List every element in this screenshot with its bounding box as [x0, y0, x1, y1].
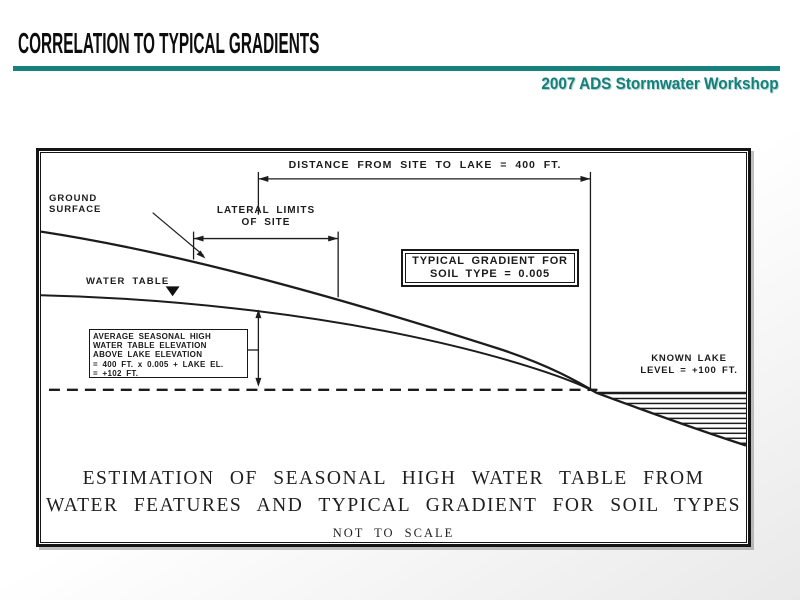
- typical-gradient-box: [401, 249, 579, 287]
- ground-surface-line1: GROUND: [49, 193, 98, 204]
- gradient-box-line2: SOIL TYPE = 0.005: [430, 268, 550, 280]
- workshop-subtitle: 2007 ADS Stormwater Workshop: [541, 74, 779, 93]
- teal-accent-bar: [13, 66, 780, 71]
- diagram-area: [41, 153, 746, 542]
- water-table-label: WATER TABLE: [86, 276, 170, 287]
- avg-box-line5: = +102 FT.: [93, 368, 139, 378]
- diagram-frame: [36, 148, 751, 547]
- gradient-box-line1: TYPICAL GRADIENT FOR: [412, 255, 568, 267]
- known-lake-line1: KNOWN LAKE: [651, 353, 727, 364]
- typical-gradient-box-inner: [405, 253, 575, 283]
- lateral-limits-label: [196, 205, 336, 229]
- avg-box-line1: AVERAGE SEASONAL HIGH: [93, 332, 212, 341]
- lateral-limits-line2: OF SITE: [241, 217, 291, 228]
- distance-dimension-label: DISTANCE FROM SITE TO LAKE = 400 FT.: [288, 159, 562, 171]
- slide-title-text: CORRELATION TO TYPICAL GRADIENTS: [18, 28, 320, 60]
- lateral-limits-line1: LATERAL LIMITS: [216, 205, 316, 216]
- ground-surface-line2: SURFACE: [49, 204, 102, 215]
- lateral-limits-dimension: [194, 232, 339, 298]
- slide-title: [18, 28, 587, 61]
- avg-box-line2: WATER TABLE ELEVATION: [93, 341, 207, 351]
- known-lake-level-label: [629, 353, 749, 377]
- elevation-dimension-arrow: [246, 309, 261, 387]
- caption-line2: WATER FEATURES AND TYPICAL GRADIENT FOR SOIL TYPES: [45, 495, 742, 516]
- not-to-scale-note: NOT TO SCALE: [332, 526, 455, 540]
- avg-box-line3: ABOVE LAKE ELEVATION: [93, 350, 203, 360]
- diagram-caption: [41, 465, 746, 541]
- avg-box-line4: = 400 FT. x 0.005 + LAKE EL.: [93, 359, 224, 369]
- caption-line1: ESTIMATION OF SEASONAL HIGH WATER TABLE FROM: [82, 468, 705, 489]
- lake-hatch-area: [597, 393, 746, 445]
- known-lake-line2: LEVEL = +100 FT.: [640, 365, 738, 376]
- seasonal-high-water-table-box: [89, 329, 248, 378]
- ground-surface-label: [49, 193, 101, 215]
